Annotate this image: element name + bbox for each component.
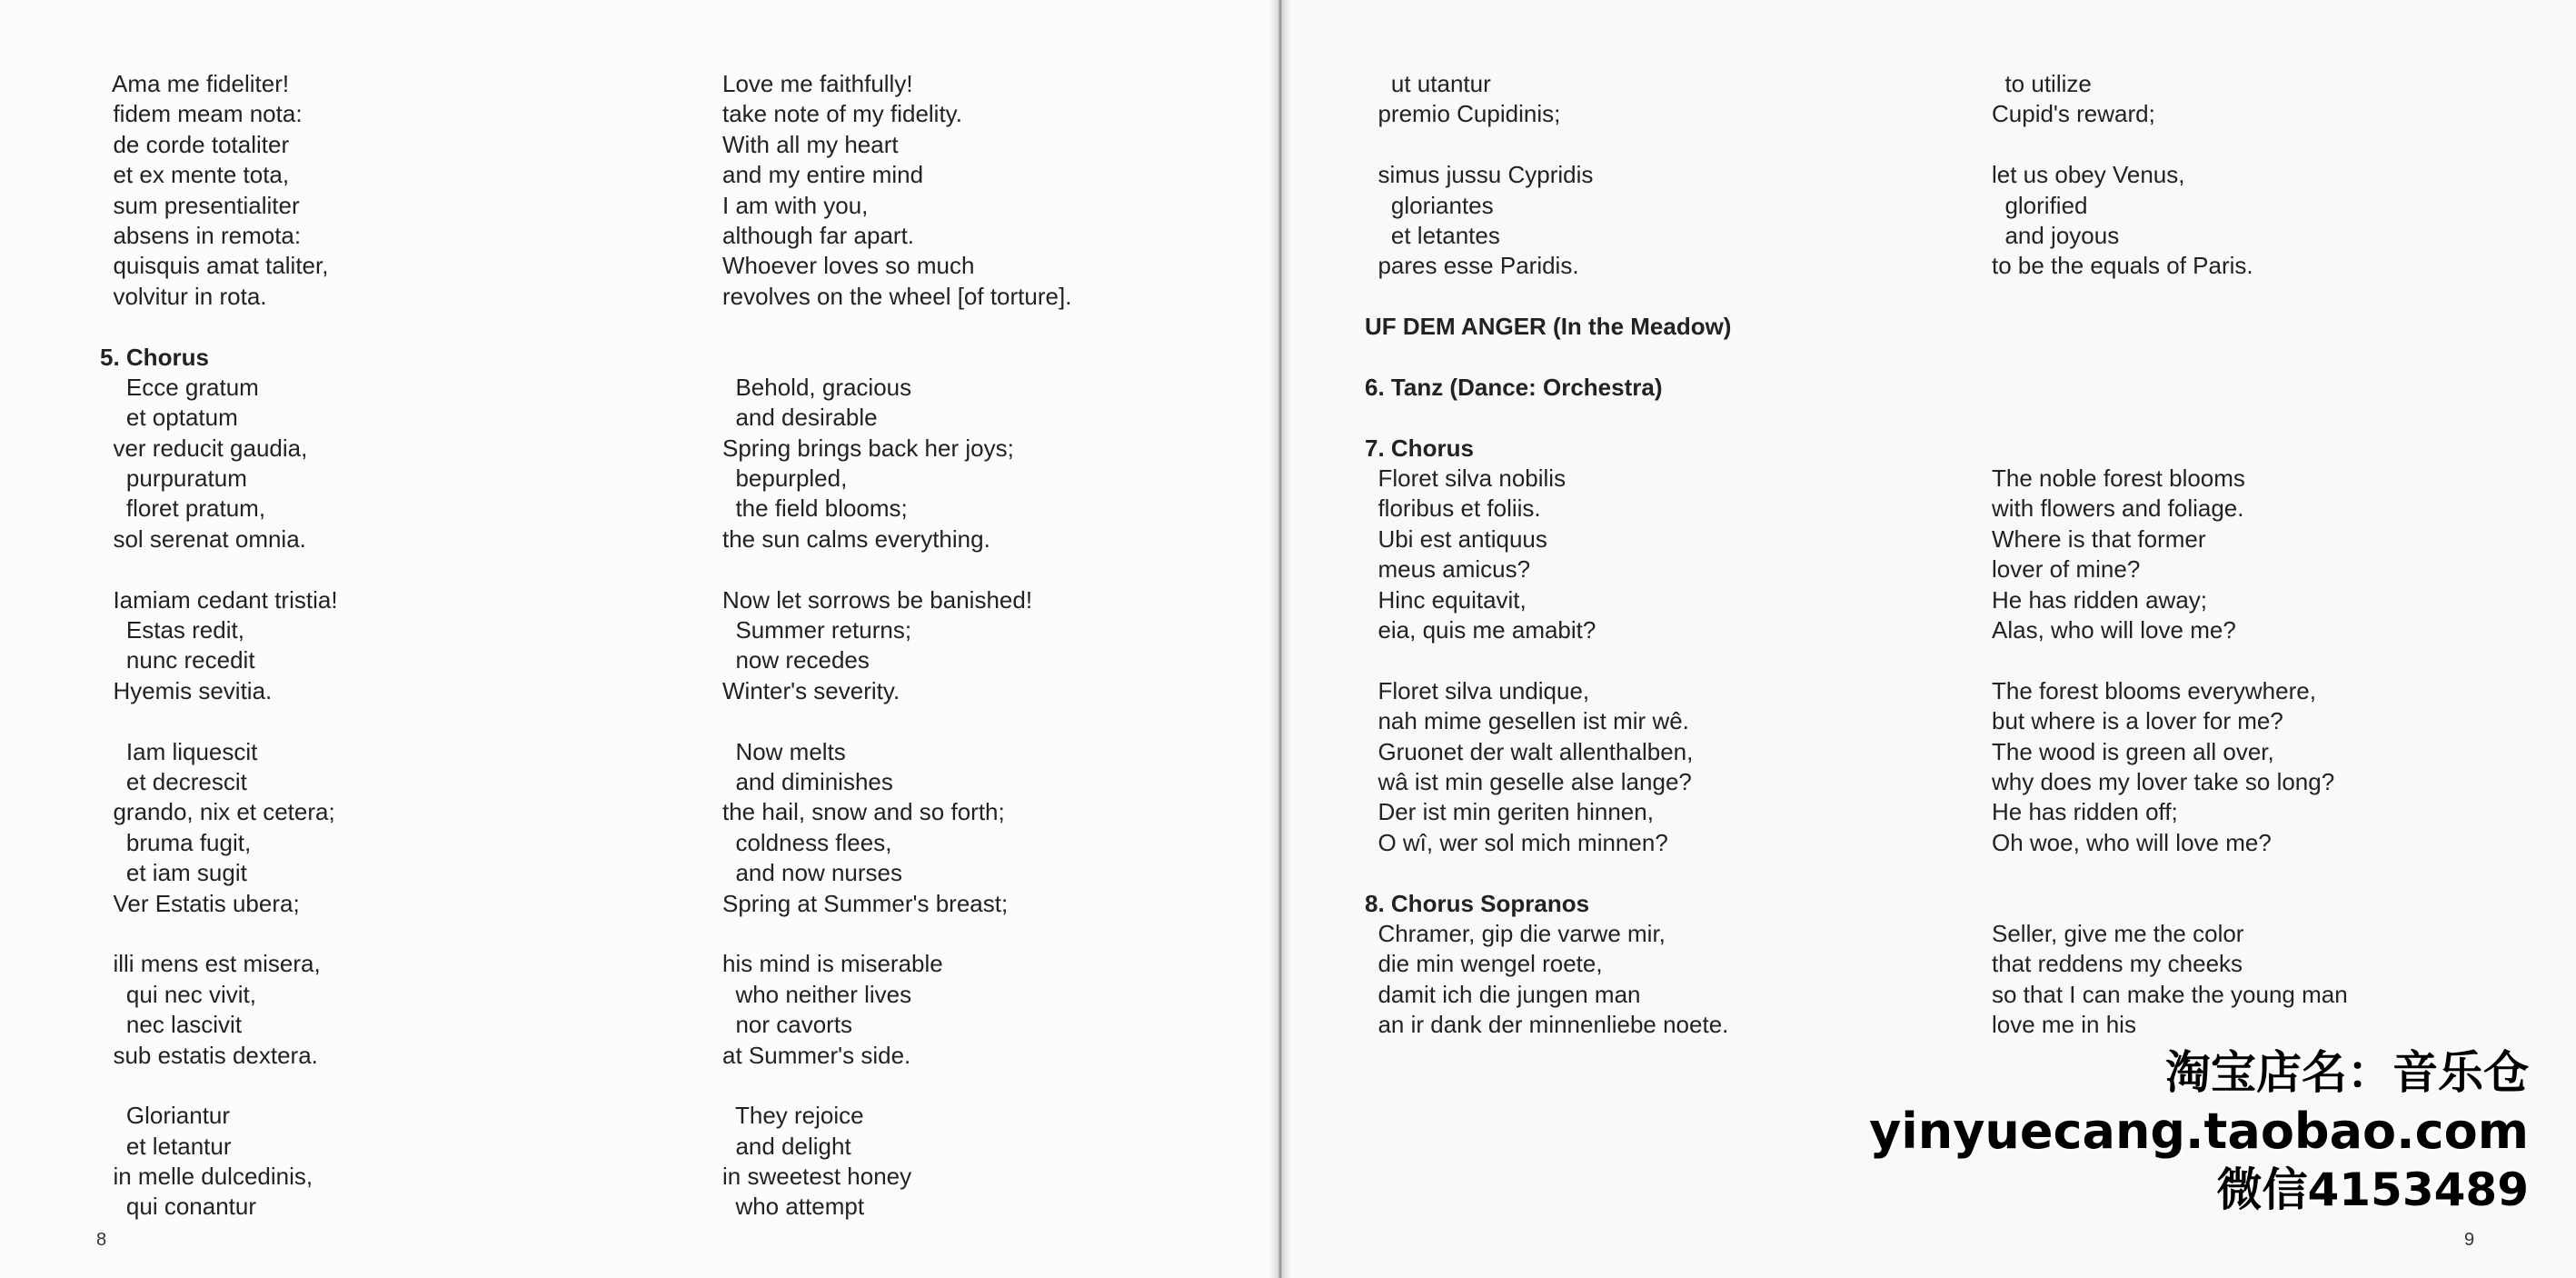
page-number: 8 bbox=[96, 1230, 107, 1250]
section-heading: 5. Chorus bbox=[100, 343, 209, 371]
shop-watermark bbox=[1869, 1043, 2529, 1218]
lyric-line: Oh woe, who will love me? bbox=[1992, 828, 2272, 856]
lyric-line: pares esse Paridis. bbox=[1365, 252, 1579, 280]
lyric-line: qui nec vivit, bbox=[100, 980, 256, 1008]
stanza-gap bbox=[722, 312, 1071, 342]
stanza-gap bbox=[1992, 343, 2348, 373]
lyric-line: in sweetest honey bbox=[722, 1163, 912, 1191]
lyric-line: floret pratum, bbox=[100, 494, 266, 523]
lyric-line: nunc recedit bbox=[100, 646, 255, 674]
lyric-line: Estas redit, bbox=[100, 616, 244, 644]
lyric-line: premio Cupidinis; bbox=[1365, 100, 1561, 128]
lyric-line: Winter's severity. bbox=[722, 676, 900, 704]
stanza-gap bbox=[1365, 130, 1731, 160]
lyric-line: Floret silva nobilis bbox=[1365, 464, 1566, 493]
lyric-line: and now nurses bbox=[722, 859, 903, 887]
lyric-line: Gruonet der walt allenthalben, bbox=[1365, 737, 1694, 765]
lyric-line: lover of mine? bbox=[1992, 555, 2141, 584]
lyric-line: With all my heart bbox=[722, 130, 899, 158]
stanza-gap bbox=[722, 554, 1071, 584]
lyric-line: Love me faithfully! bbox=[722, 70, 913, 97]
lyric-line: et ex mente tota, bbox=[100, 161, 290, 189]
lyric-line: floribus et foliis. bbox=[1365, 494, 1541, 523]
lyric-line: bruma fugit, bbox=[100, 828, 252, 856]
stanza-gap bbox=[722, 919, 1071, 949]
lyric-line: Floret silva undique, bbox=[1365, 676, 1590, 704]
stanza-gap bbox=[100, 919, 338, 949]
lyric-line: eia, quis me amabit? bbox=[1365, 616, 1596, 644]
lyric-line: an ir dank der minnenliebe noete. bbox=[1365, 1011, 1729, 1039]
lyric-line: that reddens my cheeks bbox=[1992, 950, 2243, 978]
lyric-line: The wood is green all over, bbox=[1992, 737, 2274, 765]
section-heading: UF DEM ANGER (In the Meadow) bbox=[1365, 313, 1732, 341]
lyric-line: love me in his bbox=[1992, 1011, 2136, 1039]
lyric-line: gloriantes bbox=[1365, 191, 1494, 219]
stanza-gap bbox=[1992, 403, 2348, 433]
lyric-line: He has ridden off; bbox=[1992, 798, 2178, 826]
lyric-line: de corde totaliter bbox=[100, 130, 290, 158]
lyric-line: Where is that former bbox=[1992, 524, 2206, 553]
stanza-gap bbox=[1992, 130, 2348, 160]
lyric-line: Behold, gracious bbox=[722, 373, 912, 401]
stanza-gap bbox=[100, 554, 338, 584]
section-heading: 6. Tanz (Dance: Orchestra) bbox=[1365, 373, 1663, 401]
lyric-line: let us obey Venus, bbox=[1992, 161, 2185, 189]
lyric-line: why does my lover take so long? bbox=[1992, 767, 2335, 795]
stanza-gap bbox=[722, 706, 1071, 736]
lyric-line: sol serenat omnia. bbox=[100, 524, 306, 553]
lyric-line: his mind is miserable bbox=[722, 950, 943, 978]
page-number: 9 bbox=[2464, 1230, 2475, 1250]
stanza-gap bbox=[1992, 282, 2348, 312]
lyric-line: coldness flees, bbox=[722, 828, 892, 856]
lyric-line: who attempt bbox=[722, 1193, 865, 1221]
lyric-line: Hyemis sevitia. bbox=[100, 676, 273, 704]
lyric-line: et iam sugit bbox=[100, 859, 247, 887]
stanza-gap bbox=[1365, 403, 1731, 433]
lyric-line: wâ ist min geselle alse lange? bbox=[1365, 767, 1692, 795]
lyric-line: in melle dulcedinis, bbox=[100, 1163, 313, 1191]
lyric-line: meus amicus? bbox=[1365, 555, 1531, 584]
lyric-line: et optatum bbox=[100, 404, 238, 432]
lyric-line: sum presentialiter bbox=[100, 191, 300, 219]
lyric-line: Spring brings back her joys; bbox=[722, 434, 1014, 462]
lyric-line: ver reducit gaudia, bbox=[100, 434, 308, 462]
lyric-line: Now melts bbox=[722, 737, 846, 765]
lyric-line: who neither lives bbox=[722, 980, 912, 1008]
section-heading: 8. Chorus Sopranos bbox=[1365, 889, 1590, 917]
lyric-line: volvitur in rota. bbox=[100, 282, 267, 310]
stanza-gap bbox=[1992, 373, 2348, 403]
lyric-line: purpuratum bbox=[100, 464, 247, 493]
stanza-gap bbox=[100, 312, 338, 342]
stanza-gap bbox=[1365, 343, 1731, 373]
lyric-line: Whoever loves so much bbox=[722, 252, 975, 280]
lyric-line: The forest blooms everywhere, bbox=[1992, 676, 2316, 704]
lyric-line: simus jussu Cypridis bbox=[1365, 161, 1594, 189]
lyric-line: and diminishes bbox=[722, 767, 893, 795]
stanza-gap bbox=[722, 1071, 1071, 1101]
original-text-column bbox=[1365, 69, 1731, 1041]
left-page bbox=[0, 0, 1278, 1278]
lyric-line: the sun calms everything. bbox=[722, 524, 990, 553]
lyric-line: with flowers and foliage. bbox=[1992, 494, 2244, 523]
lyric-line: The noble forest blooms bbox=[1992, 464, 2245, 493]
lyric-line: Iamiam cedant tristia! bbox=[100, 585, 338, 614]
lyric-line: Ubi est antiquus bbox=[1365, 524, 1547, 553]
lyric-line: quisquis amat taliter, bbox=[100, 252, 329, 280]
lyric-line: and joyous bbox=[1992, 221, 2120, 249]
lyric-line: et letantes bbox=[1365, 221, 1500, 249]
stanza-gap bbox=[1992, 434, 2348, 464]
lyric-line: Ecce gratum bbox=[100, 373, 259, 401]
lyric-line: illi mens est misera, bbox=[100, 950, 321, 978]
lyric-line: now recedes bbox=[722, 646, 870, 674]
lyric-line: Iam liquescit bbox=[100, 737, 258, 765]
lyric-line: to utilize bbox=[1992, 70, 2092, 97]
lyric-line: qui conantur bbox=[100, 1193, 256, 1221]
lyric-line: but where is a lover for me? bbox=[1992, 707, 2283, 735]
lyric-line: the hail, snow and so forth; bbox=[722, 798, 1005, 826]
lyric-line: Ver Estatis ubera; bbox=[100, 889, 300, 917]
lyric-line: They rejoice bbox=[722, 1102, 864, 1130]
booklet-spine bbox=[1269, 0, 1291, 1278]
lyric-line: the field blooms; bbox=[722, 494, 908, 523]
lyric-line: He has ridden away; bbox=[1992, 585, 2208, 614]
lyric-line: and delight bbox=[722, 1132, 851, 1160]
lyric-line: die min wengel roete, bbox=[1365, 950, 1603, 978]
english-translation-column bbox=[1992, 69, 2348, 1041]
lyric-line: and my entire mind bbox=[722, 161, 924, 189]
lyric-line: Spring at Summer's breast; bbox=[722, 889, 1009, 917]
lyric-line: O wî, wer sol mich minnen? bbox=[1365, 828, 1668, 856]
latin-text-column bbox=[100, 69, 338, 1223]
lyric-line: et decrescit bbox=[100, 767, 247, 795]
stanza-gap bbox=[100, 706, 338, 736]
lyric-line: Now let sorrows be banished! bbox=[722, 585, 1033, 614]
lyric-line: although far apart. bbox=[722, 221, 915, 249]
lyric-line: glorified bbox=[1992, 191, 2088, 219]
lyric-line: Alas, who will love me? bbox=[1992, 616, 2236, 644]
lyric-line: I am with you, bbox=[722, 191, 869, 219]
lyric-line: and desirable bbox=[722, 404, 878, 432]
stanza-gap bbox=[1992, 858, 2348, 888]
lyric-line: nor cavorts bbox=[722, 1011, 853, 1039]
lyric-line: Gloriantur bbox=[100, 1102, 231, 1130]
lyric-line: Hinc equitavit, bbox=[1365, 585, 1527, 614]
lyric-line: Der ist min geriten hinnen, bbox=[1365, 798, 1654, 826]
stanza-gap bbox=[100, 1071, 338, 1101]
lyric-line: Seller, give me the color bbox=[1992, 919, 2244, 947]
lyric-line: nah mime gesellen ist mir wê. bbox=[1365, 707, 1689, 735]
stanza-gap bbox=[1365, 282, 1731, 312]
lyric-line: Summer returns; bbox=[722, 616, 912, 644]
lyric-line: grando, nix et cetera; bbox=[100, 798, 335, 826]
lyric-line: Chramer, gip die varwe mir, bbox=[1365, 919, 1666, 947]
stanza-gap bbox=[1992, 889, 2348, 919]
stanza-gap bbox=[1365, 858, 1731, 888]
watermark-wechat: 微信4153489 bbox=[2216, 1163, 2529, 1216]
lyric-line: Ama me fideliter! bbox=[100, 70, 290, 97]
stanza-gap bbox=[1365, 645, 1731, 675]
lyric-line: so that I can make the young man bbox=[1992, 980, 2348, 1008]
lyric-line: Cupid's reward; bbox=[1992, 100, 2155, 128]
section-heading: 7. Chorus bbox=[1365, 434, 1474, 462]
watermark-shop-name: 淘宝店名：音乐仓 bbox=[2165, 1046, 2529, 1099]
lyric-line: nec lascivit bbox=[100, 1011, 243, 1039]
lyric-line: at Summer's side. bbox=[722, 1041, 911, 1069]
lyric-line: et letantur bbox=[100, 1132, 232, 1160]
lyric-line: bepurpled, bbox=[722, 464, 848, 493]
lyric-line: absens in remota: bbox=[100, 221, 302, 249]
lyric-line: fidem meam nota: bbox=[100, 100, 303, 128]
lyric-line: to be the equals of Paris. bbox=[1992, 252, 2253, 280]
stanza-gap bbox=[1992, 312, 2348, 342]
stanza-gap bbox=[1992, 645, 2348, 675]
watermark-url: yinyuecang.taobao.com bbox=[1869, 1103, 2529, 1160]
lyric-line: ut utantur bbox=[1365, 70, 1491, 97]
lyric-line: sub estatis dextera. bbox=[100, 1041, 318, 1069]
english-translation-column bbox=[722, 69, 1071, 1223]
lyric-line: take note of my fidelity. bbox=[722, 100, 962, 128]
stanza-gap bbox=[722, 343, 1071, 373]
lyric-line: damit ich die jungen man bbox=[1365, 980, 1641, 1008]
lyric-line: revolves on the wheel [of torture]. bbox=[722, 282, 1072, 310]
